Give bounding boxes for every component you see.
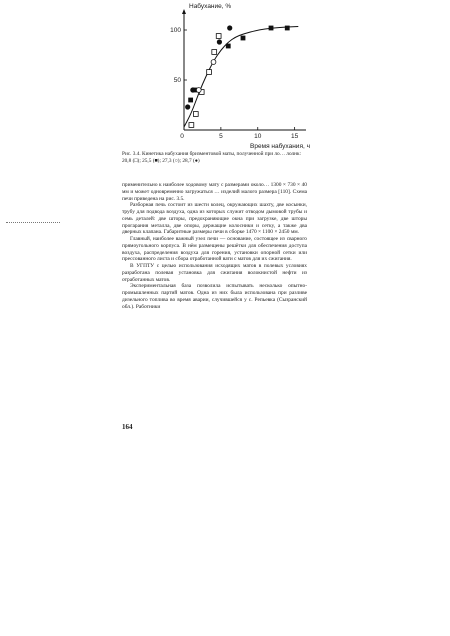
paragraph: В УГПТУ с целью использования исходящих матов в полевых условиях разработана полевая установка для сжигания волокнистой нефти из отработанных матов.: [122, 263, 307, 283]
filled-square-marker: [285, 26, 290, 31]
y-axis-label: Набухание, %: [189, 3, 232, 10]
x-tick-label: 15: [291, 133, 299, 140]
data-markers: [185, 25, 290, 127]
paragraph: Разборная печь состоит из шести колец, окружающих шахту, две косынки, трубу для подвода воздуха, одна из которых служит отводом дымовой трубы и семь деталей: две шторы, предохраняющие окна при загрузке, две шторы прогарания металла, две опоры, держащие колосники и сетку, а также два дверных клапана. Габаритные размеры печи в сборке 1470 × 1100 × 2450 мм.: [122, 202, 307, 236]
x-tick-label: 0: [180, 133, 184, 140]
filled-circle-marker: [227, 25, 232, 30]
open-square-marker: [212, 50, 217, 55]
paragraph: Главный, наиболее важный узел печи — основание, состоящее из сварного прямоугольного корпуса. В нём размещены решётки для обеспечения доступа воздуха, распределения воздуха для горения, установки опорной сетки или прессованного листа и сбора отработанной вати с матов для их сжигания.: [122, 236, 307, 263]
x-axis-label: Время набухания, ч: [250, 143, 310, 150]
open-square-marker: [216, 34, 221, 39]
open-square-marker: [193, 112, 198, 117]
fit-curve: [184, 27, 298, 128]
open-square-marker: [189, 123, 194, 128]
figure-caption: Рис. 3.4. Кинетика набухания бризментовой маты, полученной при ло… лолнк: 20,8 (□); 25,5 (■); 27,3 (○); 28,7 (●): [122, 151, 302, 164]
paragraph: Экспериментальная база позволила испытывать несколько опытно-промышленных партий матов. Одна из них была использована при разливе дизельного топлива во время аварии, случившейся у с. Репьевка (Сызранский обл.). Работники: [122, 283, 307, 310]
paragraph: применительно к наиболее ходовому мату с размерами около… 1300 × 730 × 40 мм и может одновременно загружаться … изделий малого размера [110]. Схема печи приведена на рис. 3.5.: [122, 182, 307, 202]
filled-circle-marker: [190, 87, 195, 92]
y-tick-label: 100: [170, 27, 181, 34]
filled-square-marker: [226, 44, 231, 49]
swelling-kinetics-figure: [160, 0, 310, 150]
filled-circle-marker: [217, 39, 222, 44]
x-tick-label: 5: [219, 133, 223, 140]
open-circle-marker: [211, 60, 216, 65]
page-number: 164: [122, 423, 133, 431]
open-circle-marker: [196, 88, 201, 93]
open-square-marker: [207, 70, 212, 75]
y-axis-arrow: [182, 9, 186, 14]
body-text: [122, 182, 307, 310]
filled-square-marker: [241, 36, 246, 41]
y-tick-label: 50: [173, 77, 181, 84]
margin-rule: [6, 222, 60, 223]
filled-square-marker: [188, 98, 193, 103]
filled-square-marker: [269, 26, 274, 31]
filled-circle-marker: [185, 104, 190, 109]
x-tick-label: 10: [254, 133, 262, 140]
